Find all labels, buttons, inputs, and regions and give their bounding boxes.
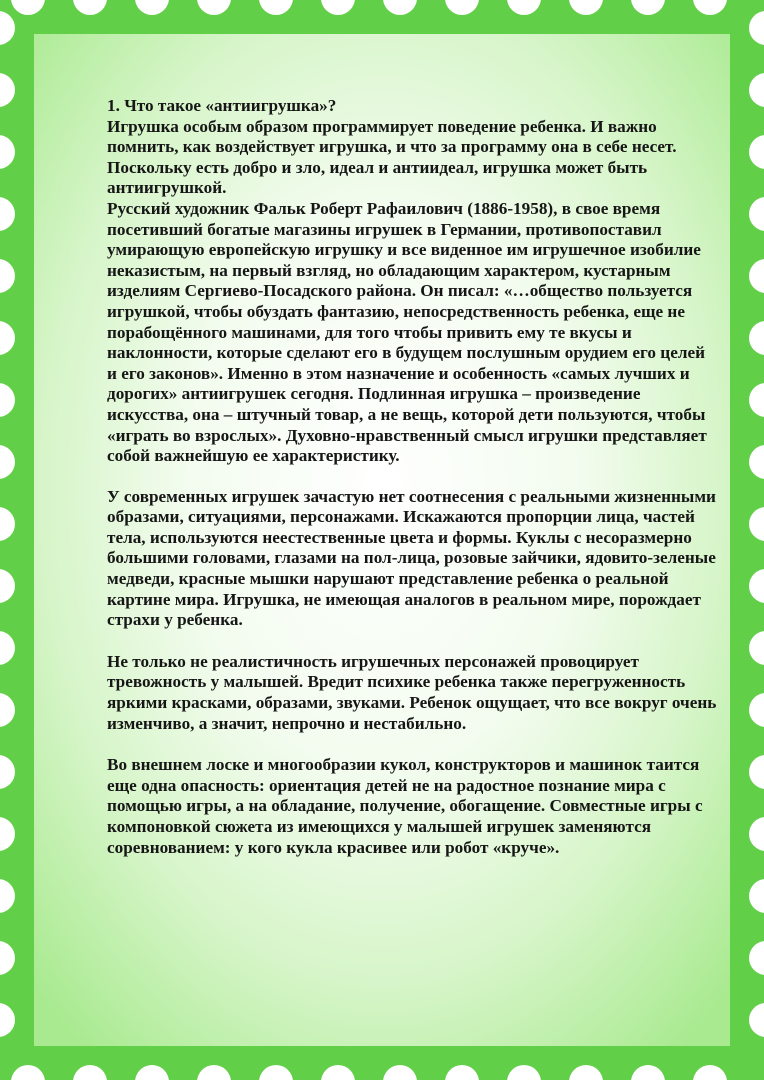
article-text — [107, 96, 717, 879]
paragraph: 1. Что такое «антиигрушка»? Игрушка особым образом программирует поведение ребенка. И важно помнить, как воздействует игрушка, и что за программу она в себе несет. Поскольку есть добро и зло, идеал и антиидеал, игрушка может быть антиигрушкой. Русский художник Фальк Роберт Рафаилович (1886-1958), в свое время посетивший богатые магазины игрушек в Германии, противопоставил умирающую европейскую игрушку и все виденное им игрушечное изобилие неказистым, на первый взгляд, но обладающим характером, кустарным изделиям Сергиево-Посадского района. Он писал: «…общество пользуется игрушкой, чтобы обуздать фантазию, непосредственность ребенка, еще не порабощённого машинами, для того чтобы привить ему те вкусы и наклонности, которые сделают его в будущем послушным орудием его целей и его законов». Именно в этом назначение и особенность «самых лучших и дорогих» антиигрушек сегодня. Подлинная игрушка – произведение искусства, она – штучный товар, а не вещь, которой дети пользуются, чтобы «играть во взрослых». Духовно-нравственный смысл игрушки представляет собой важнейшую ее характеристику. — [107, 96, 707, 466]
paragraph: У современных игрушек зачастую нет соотнесения с реальными жизненными образами, ситуациями, персонажами. Искажаются пропорции лица, частей тела, используются неестественные цвета и формы. Куклы с несоразмерно большими головами, глазами на пол-лица, розовые зайчики, ядовито-зеленые медведи, красные мышки нарушают представление ребенка о реальной картине мира. Игрушка, не имеющая аналогов в реальном мире, порождает страхи у ребенка. — [107, 486, 716, 630]
paragraph: Во внешнем лоске и многообразии кукол, конструкторов и машинок таится еще одна опасность: ориентация детей не на радостное познание мира с помощью игры, а на обладание, получение, обогащение. Совместные игры с компоновкой сюжета из имеющихся у малышей игрушек заменяются соревнованием: у кого кукла красивее или робот «круче». — [107, 755, 703, 857]
paragraph: Не только не реалистичность игрушечных персонажей провоцирует тревожность у малышей. Вредит психике ребенка также перегруженность яркими красками, образами, звуками. Ребенок ощущает, что все вокруг очень изменчиво, а значит, непрочно и нестабильно. — [107, 651, 717, 733]
